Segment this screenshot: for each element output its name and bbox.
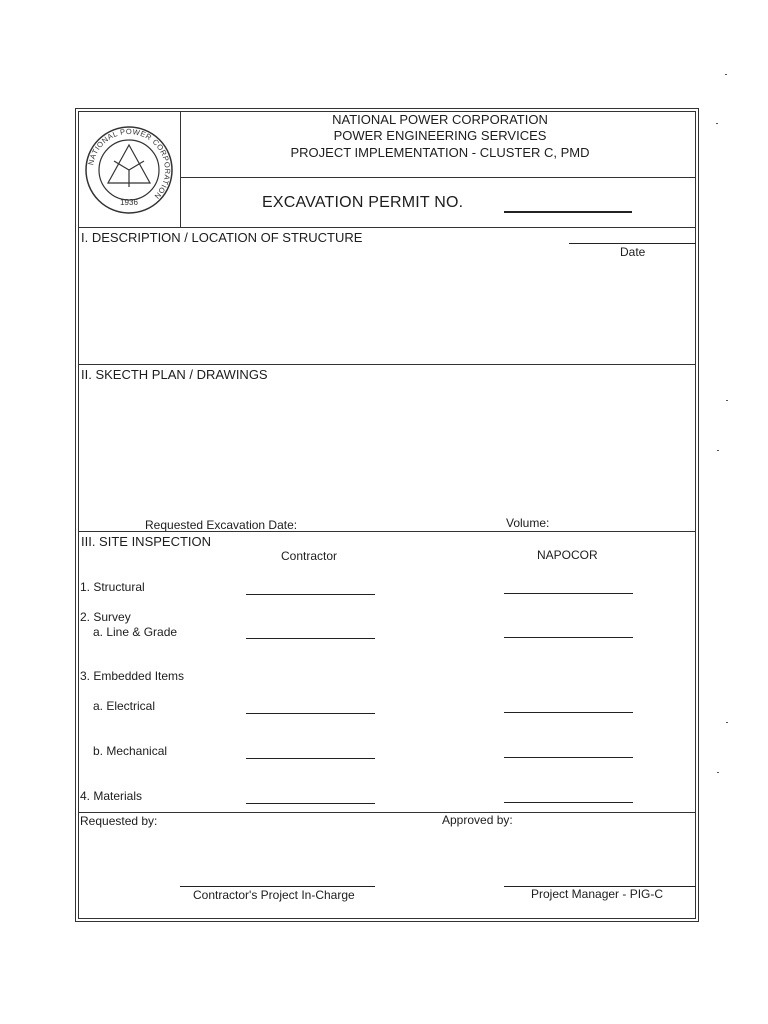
dept-name: POWER ENGINEERING SERVICES: [333, 128, 547, 143]
scan-speck: [726, 400, 728, 401]
date-label: Date: [620, 245, 646, 259]
mechanical-napocor-sign-line[interactable]: [504, 757, 633, 758]
section3-top-line: [78, 531, 696, 532]
item-electrical-label: a. Electrical: [93, 699, 156, 713]
scan-speck: [726, 722, 728, 723]
section2-title: II. SKECTH PLAN / DRAWINGS: [81, 367, 268, 382]
item-line-grade-label: a. Line & Grade: [93, 625, 178, 639]
line-grade-contractor-sign-line[interactable]: [246, 638, 375, 639]
item-structural-label: 1. Structural: [80, 580, 145, 594]
mechanical-contractor-sign-line[interactable]: [246, 758, 375, 759]
section1-top-line: [78, 227, 696, 228]
section2-top-line: [78, 364, 696, 365]
contractor-signature-line[interactable]: [180, 886, 375, 887]
electrical-contractor-sign-line[interactable]: [246, 713, 375, 714]
scan-speck: [717, 772, 719, 773]
scan-speck: [725, 74, 727, 75]
section1-title: I. DESCRIPTION / LOCATION OF STRUCTURE: [81, 230, 363, 245]
structural-contractor-sign-line[interactable]: [246, 594, 375, 595]
materials-napocor-sign-line[interactable]: [504, 802, 633, 803]
requested-by-label: Requested by:: [80, 814, 158, 828]
item-embedded-label: 3. Embedded Items: [80, 669, 185, 683]
line-grade-napocor-sign-line[interactable]: [504, 637, 633, 638]
logo-divider: [180, 111, 181, 227]
napocor-seal-icon: [84, 125, 174, 215]
date-field[interactable]: [569, 243, 696, 244]
logo-arc-text: NATIONAL POWER CORPORATION: [86, 126, 173, 201]
item-mechanical-label: b. Mechanical: [93, 744, 168, 758]
contractor-signature-label: Contractor's Project In-Charge: [193, 888, 355, 902]
org-name: NATIONAL POWER CORPORATION: [332, 112, 548, 127]
manager-signature-label: Project Manager - PIG-C: [531, 887, 664, 901]
item-survey-label: 2. Survey: [80, 610, 131, 624]
permit-title: EXCAVATION PERMIT NO.: [262, 194, 464, 211]
napocor-logo: [84, 125, 174, 215]
project-name: PROJECT IMPLEMENTATION - CLUSTER C, PMD: [290, 145, 590, 160]
requested-excavation-date-label: Requested Excavation Date:: [145, 518, 298, 532]
napocor-column-header: NAPOCOR: [537, 548, 598, 562]
scan-speck: [717, 450, 719, 451]
item-materials-label: 4. Materials: [80, 789, 143, 803]
materials-contractor-sign-line[interactable]: [246, 803, 375, 804]
logo-year: 1936: [120, 198, 138, 207]
electrical-napocor-sign-line[interactable]: [504, 712, 633, 713]
approved-by-label: Approved by:: [442, 813, 513, 827]
scan-speck: [716, 123, 718, 124]
footer-top-line: [78, 812, 696, 813]
volume-label: Volume:: [506, 516, 550, 530]
contractor-column-header: Contractor: [281, 549, 338, 563]
structural-napocor-sign-line[interactable]: [504, 593, 633, 594]
header-divider: [180, 177, 696, 178]
permit-number-field[interactable]: [504, 211, 632, 213]
section3-title: III. SITE INSPECTION: [81, 534, 212, 549]
